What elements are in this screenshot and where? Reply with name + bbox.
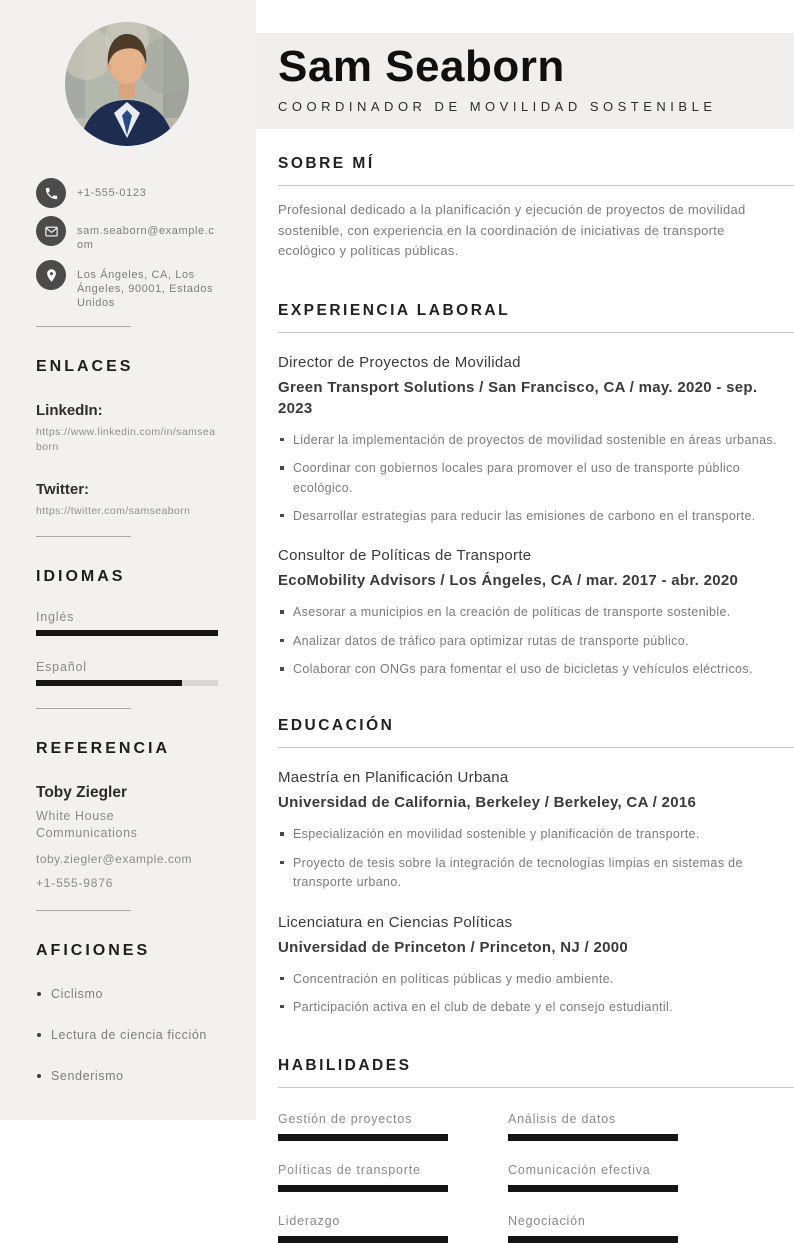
about-section: [256, 155, 794, 262]
languages-section: [36, 568, 218, 686]
degree-entry: [278, 769, 794, 892]
reference-phone: +1-555-9876: [36, 875, 114, 890]
degree-bullet-list: [278, 970, 794, 1018]
contact-item-location: [36, 260, 218, 310]
linkedin-label: LinkedIn:: [36, 402, 103, 419]
skill-name: Políticas de transporte: [278, 1163, 421, 1178]
skill-name: Análisis de datos: [508, 1112, 617, 1127]
skill-item: [278, 1112, 448, 1141]
phone-icon: [36, 178, 66, 208]
job-bullet: Coordinar con gobiernos locales para promover el uso de transporte público ecológico.: [278, 459, 778, 498]
language-name: Inglés: [36, 609, 75, 624]
degree-meta: Universidad de Princeton / Princeton, NJ / 2000: [278, 938, 629, 956]
degree-title: Licenciatura en Ciencias Políticas: [278, 913, 513, 931]
degree-bullet: Concentración en políticas públicas y medio ambiente.: [278, 970, 778, 989]
location-icon: [36, 260, 66, 290]
degree-bullet: Proyecto de tesis sobre la integración de tecnologías limpias en sistemas de transporte urbano.: [278, 854, 778, 893]
contact-location-text: Los Ángeles, CA, Los Ángeles, 90001, Estados Unidos: [77, 269, 214, 309]
skill-name: Comunicación efectiva: [508, 1163, 651, 1178]
section-divider: [36, 910, 131, 911]
skill-level-fill: [278, 1236, 448, 1243]
job-entry: [278, 547, 794, 679]
skill-item: [508, 1163, 678, 1192]
skill-item: [508, 1112, 678, 1141]
about-heading: SOBRE MÍ: [278, 155, 794, 186]
experience-heading: EXPERIENCIA LABORAL: [278, 302, 794, 333]
degree-meta: Universidad de California, Berkeley / Berkeley, CA / 2016: [278, 794, 697, 812]
section-divider: [36, 536, 131, 537]
job-title: Director de Proyectos de Movilidad: [278, 353, 521, 371]
language-item: [36, 660, 218, 686]
skill-level-bar: [278, 1185, 448, 1192]
contact-email-text[interactable]: sam.seaborn@example.com: [77, 225, 215, 251]
job-entry: [278, 354, 794, 527]
reference-section: [36, 740, 218, 890]
job-bullet: Liderar la implementación de proyectos de movilidad sostenible en áreas urbanas.: [278, 431, 778, 450]
contact-item-email: [36, 216, 218, 252]
skill-level-bar: [278, 1134, 448, 1141]
skill-level-fill: [508, 1134, 678, 1141]
contact-list: [36, 178, 218, 310]
email-icon: [36, 216, 66, 246]
job-bullet: Desarrollar estrategias para reducir las emisiones de carbono en el transporte.: [278, 507, 778, 526]
links-heading: ENLACES: [36, 358, 134, 375]
person-name: Sam Seaborn: [278, 42, 565, 91]
skills-grid: [278, 1112, 794, 1243]
about-text: Profesional dedicado a la planificación y ejecución de proyectos de movilidad sostenible, con experiencia en la coordinación de iniciativas de transporte ecológico y políticas públicas.: [278, 202, 746, 259]
languages-heading: IDIOMAS: [36, 567, 126, 585]
hobbies-heading: AFICIONES: [36, 941, 151, 959]
hobby-item: Ciclismo: [36, 987, 218, 1001]
contact-item-phone: [36, 178, 218, 208]
skill-level-bar: [278, 1236, 448, 1243]
twitter-url[interactable]: https://twitter.com/samseaborn: [36, 505, 191, 518]
degree-title: Maestría en Planificación Urbana: [278, 769, 509, 787]
job-bullet: Analizar datos de tráfico para optimizar rutas de transporte público.: [278, 632, 778, 651]
section-divider: [36, 708, 131, 709]
header-band: [256, 33, 794, 129]
job-bullet-list: [278, 431, 794, 527]
skill-level-bar: [508, 1134, 678, 1141]
skill-level-bar: [508, 1236, 678, 1243]
language-level-fill: [36, 680, 182, 686]
skill-level-fill: [508, 1236, 678, 1243]
language-level-fill: [36, 630, 218, 636]
main-content: [256, 0, 794, 1229]
language-level-bar: [36, 680, 218, 686]
skill-name: Negociación: [508, 1214, 586, 1229]
language-level-bar: [36, 630, 218, 636]
skill-level-bar: [508, 1185, 678, 1192]
skill-level-fill: [508, 1185, 678, 1192]
hobby-item: Lectura de ciencia ficción: [36, 1028, 218, 1042]
reference-email[interactable]: toby.ziegler@example.com: [36, 851, 193, 866]
language-item: [36, 610, 218, 636]
job-title: Consultor de Políticas de Transporte: [278, 547, 532, 565]
person-title: COORDINADOR DE MOVILIDAD SOSTENIBLE: [278, 99, 717, 115]
language-name: Español: [36, 659, 87, 674]
degree-bullet-list: [278, 825, 794, 892]
skill-item: [278, 1163, 448, 1192]
experience-section: [256, 302, 794, 680]
education-heading: EDUCACIÓN: [278, 717, 794, 748]
hobbies-section: [36, 942, 218, 1083]
job-meta: Green Transport Solutions / San Francisco, CA / may. 2020 - sep. 2023: [278, 378, 758, 417]
degree-entry: [278, 914, 794, 1018]
links-section: [36, 358, 218, 520]
hobby-list: [36, 987, 218, 1083]
job-bullet-list: [278, 603, 794, 679]
skill-name: Gestión de proyectos: [278, 1112, 413, 1127]
reference-heading: REFERENCIA: [36, 739, 171, 757]
job-meta: EcoMobility Advisors / Los Ángeles, CA / mar. 2017 - abr. 2020: [278, 572, 739, 590]
section-divider: [36, 326, 131, 327]
skill-level-fill: [278, 1185, 448, 1192]
profile-photo-image: [65, 22, 189, 146]
profile-photo: [65, 22, 189, 146]
degree-bullet: Participación activa en el club de debate y el consejo estudiantil.: [278, 998, 778, 1017]
degree-bullet: Especialización en movilidad sostenible y planificación de transporte.: [278, 825, 778, 844]
skill-item: [278, 1214, 448, 1243]
education-section: [256, 717, 794, 1017]
sidebar: [0, 0, 256, 1120]
job-bullet: Asesorar a municipios en la creación de políticas de transporte sostenible.: [278, 603, 778, 622]
skill-item: [508, 1214, 678, 1243]
linkedin-url[interactable]: https://www.linkedin.com/in/samseaborn: [36, 426, 216, 454]
skills-section: [256, 1057, 794, 1243]
skills-heading: HABILIDADES: [278, 1057, 794, 1088]
skill-level-fill: [278, 1134, 448, 1141]
reference-organization: White House Communications: [36, 808, 138, 841]
skill-name: Liderazgo: [278, 1214, 341, 1229]
job-bullet: Colaborar con ONGs para fomentar el uso de bicicletas y vehículos eléctricos.: [278, 660, 778, 679]
reference-name: Toby Ziegler: [36, 783, 128, 801]
contact-phone-text: +1-555-0123: [77, 187, 147, 199]
hobby-item: Senderismo: [36, 1069, 218, 1083]
twitter-label: Twitter:: [36, 481, 90, 499]
